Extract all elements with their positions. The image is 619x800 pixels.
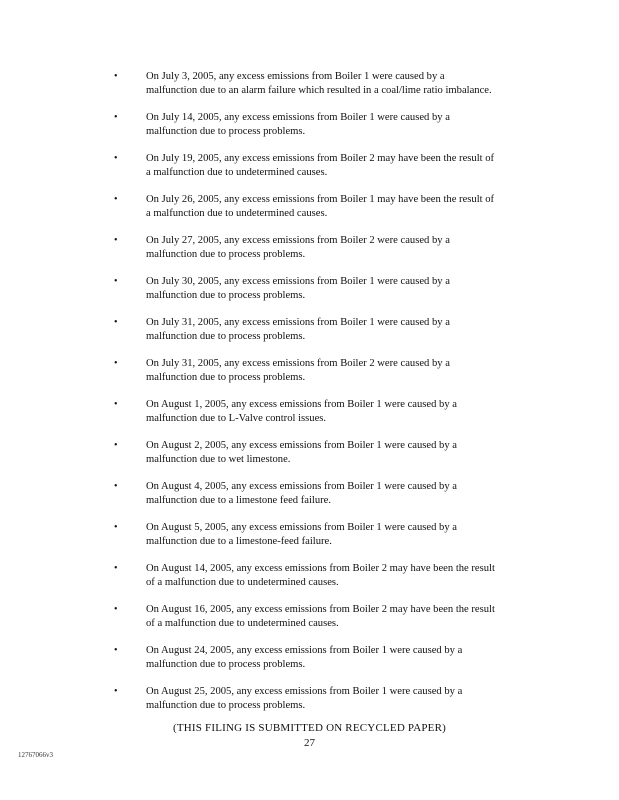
list-item-line-1: On August 4, 2005, any excess emissions from Boiler 1 were caused by a: [146, 481, 457, 492]
bullet-icon: •: [114, 194, 118, 205]
list-item-text: [146, 152, 558, 180]
list-item-line-2: malfunction due to a limestone-feed failure.: [146, 536, 332, 547]
list-item-line-2: malfunction due to process problems.: [146, 126, 306, 137]
list-item: [108, 152, 558, 193]
bullet-icon: •: [114, 604, 118, 615]
bullet-icon: •: [114, 276, 118, 287]
list-item-line-2: malfunction due to process problems.: [146, 249, 306, 260]
bullet-icon: •: [114, 686, 118, 697]
list-item: [108, 357, 558, 398]
list-item: [108, 398, 558, 439]
recycled-paper-note: (THIS FILING IS SUBMITTED ON RECYCLED PAPER): [172, 722, 446, 734]
list-item-line-2: malfunction due to process problems.: [146, 659, 306, 670]
bullet-icon: •: [114, 399, 118, 410]
list-item-line-2: malfunction due to process problems.: [146, 290, 306, 301]
list-item: [108, 562, 558, 603]
list-item-line-1: On August 24, 2005, any excess emissions from Boiler 1 were caused by a: [146, 645, 463, 656]
list-item: [108, 480, 558, 521]
list-item-line-1: On August 2, 2005, any excess emissions from Boiler 1 were caused by a: [146, 440, 457, 451]
list-item-text: [146, 480, 558, 508]
bullet-icon: •: [114, 235, 118, 246]
bullet-list: [108, 70, 558, 726]
list-item-line-1: On August 25, 2005, any excess emissions from Boiler 1 were caused by a: [146, 686, 463, 697]
bullet-icon: •: [114, 440, 118, 451]
list-item-text: [146, 275, 558, 303]
list-item-line-1: On August 1, 2005, any excess emissions from Boiler 1 were caused by a: [146, 399, 457, 410]
list-item-line-1: On July 3, 2005, any excess emissions from Boiler 1 were caused by a: [146, 71, 445, 82]
list-item-line-1: On July 19, 2005, any excess emissions from Boiler 2 may have been the result of: [146, 153, 495, 164]
list-item-line-2: malfunction due to a limestone feed failure.: [146, 495, 332, 506]
bullet-icon: •: [114, 317, 118, 328]
bullet-icon: •: [114, 563, 118, 574]
bullet-icon: •: [114, 112, 118, 123]
list-item-text: [146, 685, 558, 713]
list-item-text: [146, 562, 558, 590]
list-item-line-1: On August 5, 2005, any excess emissions from Boiler 1 were caused by a: [146, 522, 457, 533]
list-item-line-1: On July 26, 2005, any excess emissions from Boiler 1 may have been the result of: [146, 194, 495, 205]
list-item-line-2: of a malfunction due to undetermined causes.: [146, 577, 339, 588]
bullet-icon: •: [114, 645, 118, 656]
bullet-icon: •: [114, 71, 118, 82]
bullet-icon: •: [114, 522, 118, 533]
list-item-line-1: On August 16, 2005, any excess emissions from Boiler 2 may have been the result: [146, 604, 495, 615]
list-item: [108, 234, 558, 275]
list-item-line-2: malfunction due to process problems.: [146, 700, 306, 711]
list-item: [108, 316, 558, 357]
list-item: [108, 685, 558, 726]
list-item-text: [146, 70, 558, 98]
list-item: [108, 275, 558, 316]
list-item-text: [146, 439, 558, 467]
list-item-line-2: a malfunction due to undetermined causes.: [146, 167, 328, 178]
bullet-icon: •: [114, 481, 118, 492]
document-id: 12767066v3: [18, 751, 53, 759]
list-item-line-2: malfunction due to process problems.: [146, 331, 306, 342]
list-item-text: [146, 234, 558, 262]
list-item: [108, 603, 558, 644]
bullet-icon: •: [114, 358, 118, 369]
list-item: [108, 521, 558, 562]
list-item: [108, 439, 558, 480]
list-item-line-2: malfunction due to wet limestone.: [146, 454, 291, 465]
list-item: [108, 70, 558, 111]
list-item-line-1: On July 14, 2005, any excess emissions from Boiler 1 were caused by a: [146, 112, 450, 123]
list-item-line-2: malfunction due to an alarm failure which resulted in a coal/lime ratio imbalance.: [146, 85, 492, 96]
list-item-text: [146, 111, 558, 139]
list-item: [108, 111, 558, 152]
bullet-icon: •: [114, 153, 118, 164]
list-item-text: [146, 603, 558, 631]
list-item-text: [146, 193, 558, 221]
list-item-line-1: On July 30, 2005, any excess emissions from Boiler 1 were caused by a: [146, 276, 450, 287]
list-item-text: [146, 521, 558, 549]
list-item-line-2: of a malfunction due to undetermined causes.: [146, 618, 339, 629]
list-item: [108, 644, 558, 685]
list-item-line-1: On July 31, 2005, any excess emissions from Boiler 1 were caused by a: [146, 317, 450, 328]
list-item-text: [146, 398, 558, 426]
list-item-text: [146, 644, 558, 672]
list-item-line-1: On July 31, 2005, any excess emissions from Boiler 2 were caused by a: [146, 358, 450, 369]
list-item: [108, 193, 558, 234]
page-number: 27: [304, 737, 315, 749]
list-item-line-2: a malfunction due to undetermined causes.: [146, 208, 328, 219]
list-item-line-2: malfunction due to L-Valve control issues.: [146, 413, 327, 424]
list-item-text: [146, 316, 558, 344]
list-item-line-2: malfunction due to process problems.: [146, 372, 306, 383]
list-item-text: [146, 357, 558, 385]
list-item-line-1: On July 27, 2005, any excess emissions from Boiler 2 were caused by a: [146, 235, 450, 246]
list-item-line-1: On August 14, 2005, any excess emissions from Boiler 2 may have been the result: [146, 563, 495, 574]
